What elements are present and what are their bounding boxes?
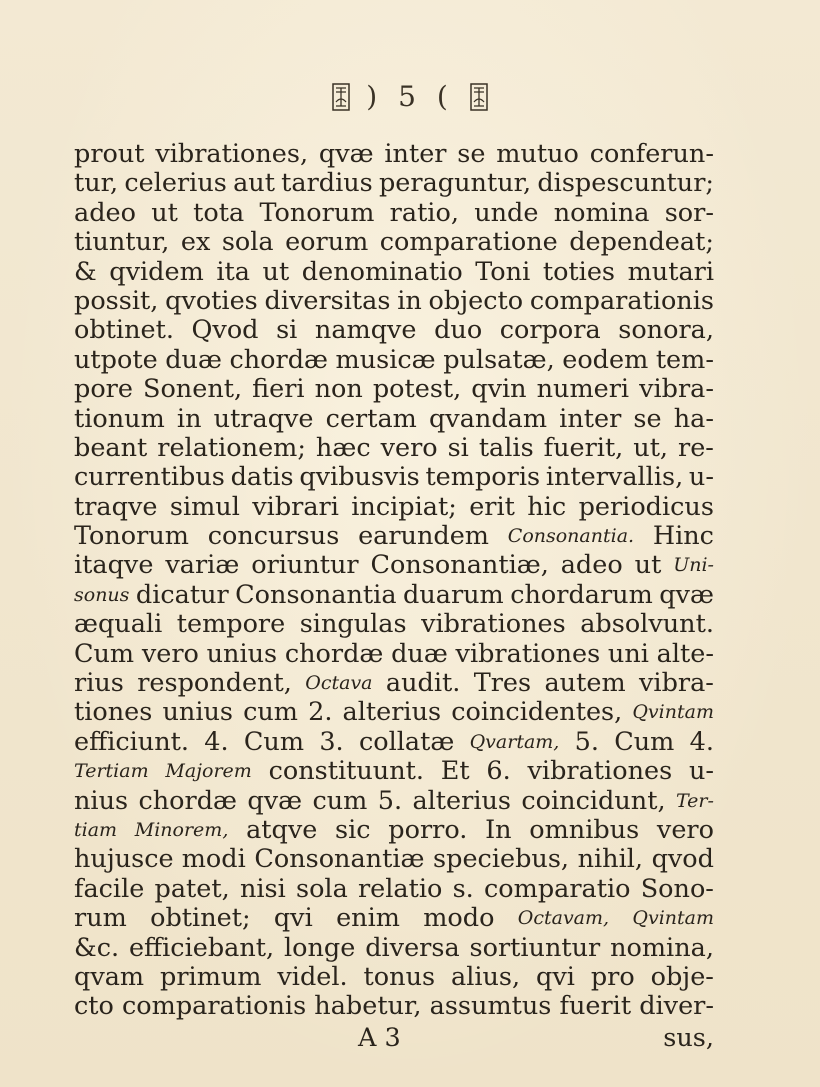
text-line bbox=[74, 551, 714, 580]
word: adeo bbox=[560, 550, 623, 581]
word: qvi bbox=[536, 961, 575, 992]
word: patet, bbox=[154, 873, 230, 904]
word: Hinc bbox=[652, 521, 714, 552]
word: periodicus bbox=[578, 491, 714, 522]
word: dependeat; bbox=[569, 227, 714, 258]
text-line bbox=[74, 992, 714, 1021]
word: sonus bbox=[74, 583, 130, 606]
word: intervallis, bbox=[545, 462, 684, 493]
word: alte- bbox=[656, 638, 714, 669]
text-line bbox=[74, 375, 714, 404]
page-header bbox=[0, 80, 820, 113]
word: coincidentes, bbox=[451, 697, 623, 728]
word: traqve bbox=[74, 491, 158, 522]
word: tota bbox=[193, 197, 245, 228]
word: vibra- bbox=[639, 668, 714, 699]
word: qvæ bbox=[247, 785, 303, 816]
page-number: 5 bbox=[398, 80, 422, 113]
word: denominatio bbox=[301, 256, 463, 287]
word: sic bbox=[335, 814, 371, 845]
fleuron-left-icon bbox=[331, 82, 351, 112]
word: assumtus bbox=[429, 991, 552, 1022]
text-line bbox=[74, 228, 714, 257]
word: Ter- bbox=[675, 789, 714, 812]
word: vibrationes bbox=[527, 756, 673, 787]
word: pulsatæ, bbox=[443, 344, 555, 375]
word: prout bbox=[74, 139, 145, 169]
word: alius, bbox=[451, 961, 521, 992]
word: primum bbox=[160, 961, 262, 992]
word: alterius bbox=[412, 785, 512, 816]
word: objecto bbox=[428, 285, 524, 316]
word: vero bbox=[141, 638, 199, 669]
word: vibra- bbox=[639, 374, 714, 405]
word: Octavam, bbox=[517, 907, 610, 930]
signature-mark: A 3 bbox=[358, 1023, 401, 1053]
word: adeo bbox=[74, 197, 136, 228]
word: tem- bbox=[655, 344, 714, 375]
word: namqve bbox=[314, 315, 417, 346]
word: diversitas bbox=[264, 285, 391, 316]
word: sortiuntur bbox=[469, 932, 601, 963]
word: fuerit bbox=[559, 991, 632, 1022]
word: obtinet; bbox=[150, 903, 251, 934]
word: aut bbox=[233, 168, 275, 199]
word: Et bbox=[440, 756, 470, 787]
word: &c. bbox=[74, 932, 120, 963]
word: singulas bbox=[299, 609, 407, 640]
word: 2. bbox=[308, 697, 333, 728]
text-line bbox=[74, 787, 714, 816]
word: Uni- bbox=[673, 554, 714, 577]
word: 5. bbox=[574, 726, 599, 757]
word: nomina bbox=[553, 197, 650, 228]
text-line bbox=[74, 169, 714, 198]
text-line bbox=[74, 346, 714, 375]
word: efficiunt. bbox=[74, 726, 189, 757]
word: u- bbox=[688, 756, 714, 787]
word: qvod bbox=[651, 844, 714, 875]
word: eodem bbox=[562, 344, 649, 375]
text-line bbox=[74, 816, 714, 845]
word: videl. bbox=[277, 961, 348, 992]
word: dicatur bbox=[135, 579, 229, 610]
text-line bbox=[74, 405, 714, 434]
text-line bbox=[74, 258, 714, 287]
word: potest, bbox=[372, 374, 462, 405]
word: cto bbox=[74, 991, 114, 1022]
word: Sonent, bbox=[142, 374, 243, 405]
word: constituunt. bbox=[268, 756, 425, 787]
word: nihil, bbox=[577, 844, 643, 875]
word: celerius bbox=[124, 168, 227, 199]
word: hujusce modi bbox=[74, 844, 246, 875]
word: musicæ bbox=[335, 344, 436, 375]
page-footer bbox=[74, 1024, 714, 1053]
word: duæ bbox=[165, 344, 222, 375]
word: ex bbox=[180, 227, 211, 258]
word: 4. bbox=[689, 726, 714, 757]
word: 6. bbox=[486, 756, 511, 787]
word: beant bbox=[74, 432, 148, 463]
word: efficiebant, bbox=[128, 932, 275, 963]
word: relatio bbox=[357, 873, 443, 904]
word: earundem bbox=[358, 521, 489, 552]
text-line bbox=[74, 698, 714, 727]
text-line bbox=[74, 669, 714, 698]
word: In bbox=[485, 814, 512, 845]
catchword: sus, bbox=[663, 1023, 714, 1053]
text-line bbox=[74, 845, 714, 874]
word: speciebus, bbox=[433, 844, 570, 875]
word: collatæ bbox=[358, 726, 455, 757]
word: tionum bbox=[74, 403, 165, 434]
word: tempore bbox=[176, 609, 286, 640]
word: coincidunt, bbox=[521, 785, 666, 816]
word: qvoties bbox=[165, 285, 258, 316]
text-line bbox=[74, 963, 714, 992]
word: ut bbox=[634, 550, 662, 581]
word: modo bbox=[423, 903, 495, 934]
text-line bbox=[74, 140, 714, 169]
word: diver- bbox=[639, 991, 714, 1022]
word: mutari bbox=[627, 256, 714, 287]
word: non bbox=[314, 374, 363, 405]
word: unius bbox=[162, 697, 233, 728]
word: Tonorum bbox=[74, 521, 189, 552]
word: corpora bbox=[499, 315, 601, 346]
word: 3. bbox=[319, 726, 344, 757]
fleuron-right-icon bbox=[469, 82, 489, 112]
word: fieri bbox=[252, 374, 305, 405]
text-line bbox=[74, 581, 714, 610]
word: duo bbox=[434, 315, 483, 346]
word: Qvartam, bbox=[469, 730, 560, 753]
word: diversa bbox=[365, 932, 460, 963]
word: Sono- bbox=[640, 873, 714, 904]
word: rum bbox=[74, 903, 127, 934]
word: incipiat; bbox=[351, 491, 457, 522]
word: vero bbox=[380, 432, 438, 463]
word: rius bbox=[74, 668, 124, 699]
body-text bbox=[74, 140, 714, 1022]
word: conferun- bbox=[589, 139, 714, 169]
word: vero bbox=[656, 814, 714, 845]
word: ut, bbox=[633, 432, 669, 463]
word: s. bbox=[452, 873, 474, 904]
text-line bbox=[74, 463, 714, 492]
word: temporis bbox=[425, 462, 541, 493]
word: vibrationes, bbox=[155, 139, 309, 169]
word: qvam bbox=[74, 961, 145, 992]
word: talis bbox=[478, 432, 534, 463]
word: facile bbox=[74, 873, 145, 904]
word: si bbox=[447, 432, 469, 463]
word: uni bbox=[607, 638, 649, 669]
word: hæc bbox=[315, 432, 371, 463]
word: possit, bbox=[74, 285, 159, 316]
word: sola bbox=[295, 873, 348, 904]
word: unius bbox=[206, 638, 278, 669]
word: Minorem, bbox=[134, 818, 229, 841]
text-line bbox=[74, 493, 714, 522]
word: Qvintam bbox=[632, 907, 714, 930]
word: qvæ bbox=[659, 579, 714, 610]
word: qvibusvis bbox=[299, 462, 420, 493]
text-line bbox=[74, 522, 714, 551]
word: Qvod bbox=[191, 315, 259, 346]
word: erit bbox=[469, 491, 515, 522]
word: utraqve bbox=[213, 403, 314, 434]
word: chordarum bbox=[510, 579, 653, 610]
word: 4. bbox=[204, 726, 229, 757]
word: in bbox=[176, 403, 202, 434]
text-line bbox=[74, 728, 714, 757]
word: atqve bbox=[246, 814, 318, 845]
word: peraguntur, bbox=[378, 168, 532, 199]
word: pro bbox=[590, 961, 635, 992]
word: Consonantiæ bbox=[254, 844, 425, 875]
word: Tertiam bbox=[74, 760, 149, 783]
word: respondent, bbox=[137, 668, 292, 699]
word: qvidem bbox=[109, 256, 204, 287]
word: tiones bbox=[74, 697, 153, 728]
word: tardius bbox=[281, 168, 373, 199]
word: qvandam bbox=[428, 403, 548, 434]
word: tur, bbox=[74, 168, 119, 199]
word: si bbox=[276, 315, 298, 346]
word: comparatio bbox=[484, 873, 631, 904]
text-line bbox=[74, 434, 714, 463]
word: alterius bbox=[342, 697, 442, 728]
word: comparationis bbox=[529, 285, 714, 316]
word: concursus bbox=[207, 521, 340, 552]
word: toties bbox=[542, 256, 616, 287]
word: currentibus bbox=[74, 462, 225, 493]
right-paren: ( bbox=[436, 80, 454, 113]
word: fuerit, bbox=[543, 432, 624, 463]
word: Qvintam bbox=[632, 701, 714, 724]
word: itaqve bbox=[74, 550, 154, 581]
word: in bbox=[397, 285, 422, 316]
word: Consonantia bbox=[235, 579, 397, 610]
word: nius bbox=[74, 785, 129, 816]
word: autem bbox=[544, 668, 626, 699]
word: obje- bbox=[650, 961, 714, 992]
word: chordæ bbox=[229, 344, 329, 375]
word: tiuntur, bbox=[74, 227, 170, 258]
word: comparationis bbox=[122, 991, 307, 1022]
word: hic bbox=[527, 491, 567, 522]
word: Cum bbox=[243, 726, 305, 757]
word: chordæ bbox=[138, 785, 238, 816]
text-line bbox=[74, 199, 714, 228]
text-line bbox=[74, 640, 714, 669]
word: vibrationes bbox=[421, 609, 566, 640]
word: chordæ bbox=[284, 638, 384, 669]
word: Cum bbox=[614, 726, 675, 757]
word: cum bbox=[243, 697, 298, 728]
word: Toni bbox=[475, 256, 531, 287]
word: tonus bbox=[363, 961, 436, 992]
word: utpote bbox=[74, 344, 158, 375]
text-line bbox=[74, 610, 714, 639]
word: absolvunt. bbox=[580, 609, 714, 640]
text-line bbox=[74, 287, 714, 316]
word: vibrationes bbox=[455, 638, 601, 669]
text-line bbox=[74, 934, 714, 963]
word: Octava bbox=[305, 672, 373, 695]
word: & bbox=[74, 256, 97, 287]
word: se bbox=[457, 139, 486, 169]
word: Consonantiæ, bbox=[370, 550, 549, 581]
word: ratio, bbox=[389, 197, 459, 228]
word: nomina, bbox=[610, 932, 714, 963]
word: ha- bbox=[673, 403, 714, 434]
word: vibrari bbox=[252, 491, 339, 522]
word: eorum bbox=[285, 227, 369, 258]
word: sonora, bbox=[618, 315, 714, 346]
word: comparatione bbox=[379, 227, 558, 258]
word: dispescuntur; bbox=[537, 168, 714, 199]
word: se bbox=[633, 403, 662, 434]
text-line bbox=[74, 316, 714, 345]
word: Consonantia. bbox=[507, 525, 635, 548]
word: ita bbox=[216, 256, 250, 287]
word: mutuo bbox=[496, 139, 579, 169]
word: æquali bbox=[74, 609, 163, 640]
word: Tonorum bbox=[259, 197, 375, 228]
word: porro. bbox=[388, 814, 468, 845]
left-paren: ) bbox=[366, 80, 384, 113]
word: nisi bbox=[239, 873, 286, 904]
word: cum bbox=[312, 785, 368, 816]
word: inter bbox=[384, 139, 447, 169]
word: relationem; bbox=[157, 432, 306, 463]
word: variæ bbox=[165, 550, 240, 581]
word: simul bbox=[169, 491, 240, 522]
word: qvin bbox=[471, 374, 527, 405]
word: tiam bbox=[74, 818, 118, 841]
word: duæ bbox=[391, 638, 448, 669]
word: sola bbox=[221, 227, 274, 258]
word: certam bbox=[325, 403, 417, 434]
word: omnibus bbox=[529, 814, 640, 845]
word: datis bbox=[230, 462, 294, 493]
word: numeri bbox=[536, 374, 630, 405]
word: qvæ bbox=[318, 139, 374, 169]
word: audit. bbox=[385, 668, 461, 699]
word: re- bbox=[678, 432, 714, 463]
word: enim bbox=[336, 903, 400, 934]
word: inter bbox=[559, 403, 622, 434]
word: ut bbox=[262, 256, 290, 287]
word: habetur, bbox=[314, 991, 422, 1022]
word: Tres bbox=[473, 668, 532, 699]
word: obtinet. bbox=[74, 315, 174, 346]
word: Majorem bbox=[165, 760, 252, 783]
word: u- bbox=[688, 462, 714, 493]
word: Cum bbox=[74, 638, 135, 669]
word: 5. bbox=[377, 785, 403, 816]
text-line bbox=[74, 904, 714, 933]
text-line bbox=[74, 875, 714, 904]
word: pore bbox=[74, 374, 133, 405]
word: unde bbox=[474, 197, 539, 228]
text-line bbox=[74, 757, 714, 786]
word: duarum bbox=[403, 579, 504, 610]
word: qvi bbox=[273, 903, 313, 934]
word: ut bbox=[151, 197, 178, 228]
word: sor- bbox=[664, 197, 714, 228]
word: oriuntur bbox=[251, 550, 359, 581]
word: longe bbox=[283, 932, 356, 963]
